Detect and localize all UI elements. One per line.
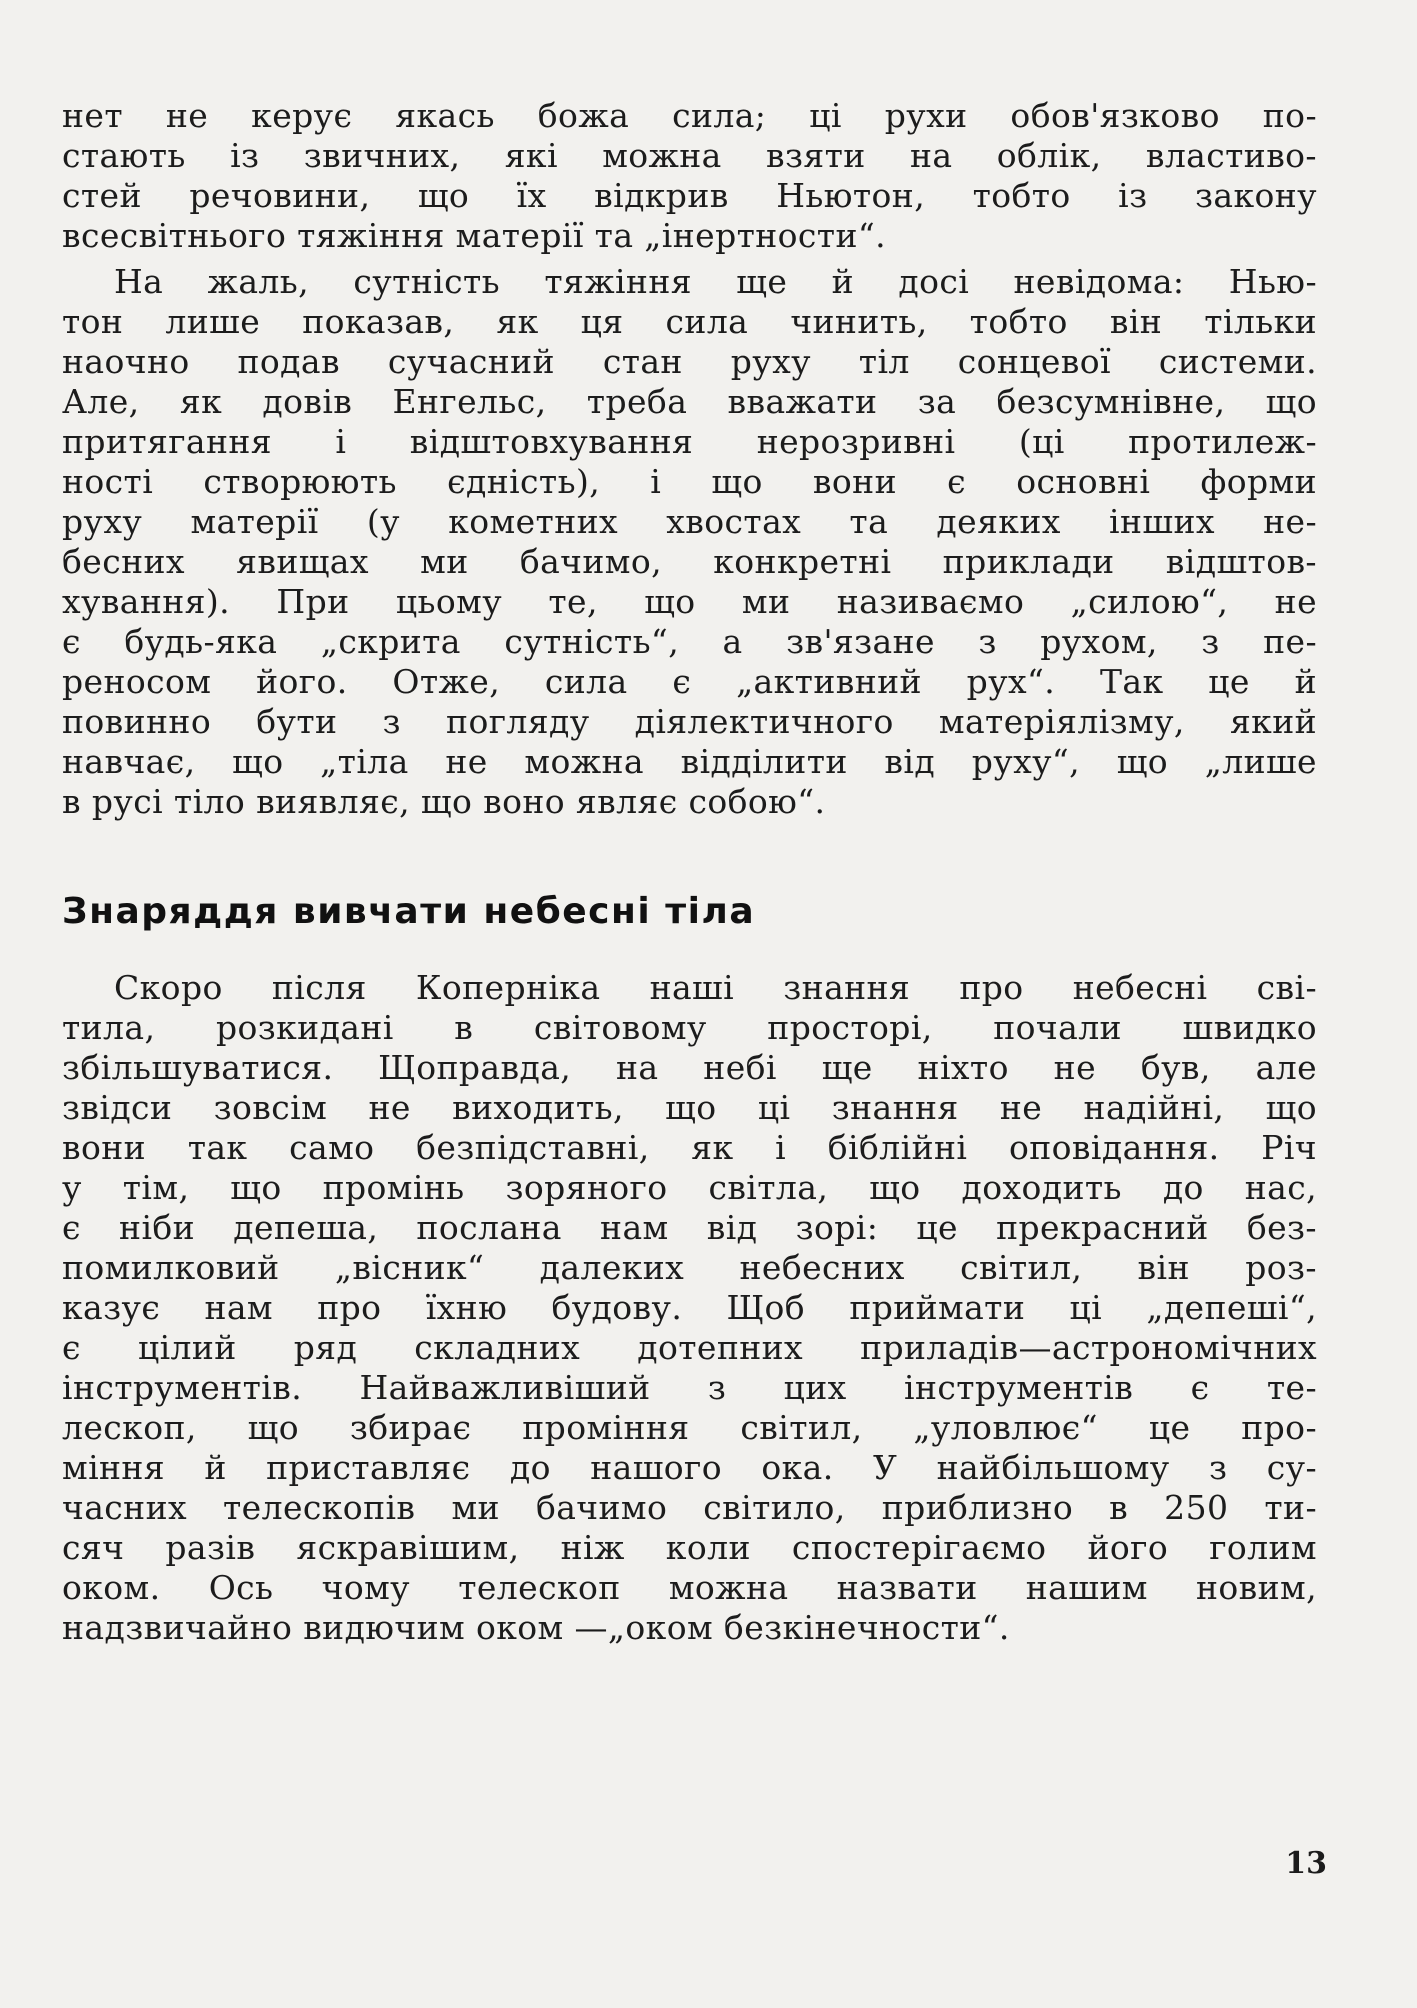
book-page <box>62 96 1317 1648</box>
text-line: бесних явищах ми бачимо, конкретні приклади відштов- <box>62 542 1317 581</box>
text-line: лескоп, що збирає проміння світил, „уловлює“ це про- <box>62 1408 1317 1447</box>
text-line: наочно подав сучасний стан руху тіл сонцевої системи. <box>62 342 1317 381</box>
text-line: збільшуватися. Щоправда, на небі ще ніхто не був, але <box>62 1048 1317 1087</box>
text-line: Але, як довів Енгельс, треба вважати за безсумнівне, що <box>62 382 1317 421</box>
text-line: міння й приставляє до нашого ока. У найбільшому з су- <box>62 1448 1317 1487</box>
text-line: повинно бути з погляду діялектичного матеріялізму, який <box>62 702 1317 741</box>
text-line: На жаль, сутність тяжіння ще й досі невідома: Нью- <box>114 262 1317 301</box>
text-line: сяч разів яскравішим, ніж коли спостерігаємо його голим <box>62 1528 1317 1567</box>
text-line: надзвичайно видючим оком —„оком безкінечности“. <box>62 1608 1010 1647</box>
text-line: інструментів. Найважливіший з цих інструментів є те- <box>62 1368 1317 1407</box>
paragraph-gravity-essence <box>62 262 1317 822</box>
text-line: ності створюють єдність), і що вони є основні форми <box>62 462 1317 501</box>
text-line: оком. Ось чому телескоп можна назвати нашим новим, <box>62 1568 1317 1607</box>
paragraph-gravity-end <box>62 96 1317 256</box>
text-line: навчає, що „тіла не можна відділити від руху“, що „лише <box>62 742 1317 781</box>
text-line: вони так само безпідставні, як і біблійні оповідання. Річ <box>62 1128 1317 1167</box>
text-line: тила, розкидані в світовому просторі, почали швидко <box>62 1008 1317 1047</box>
text-line: у тім, що промінь зоряного світла, що доходить до нас, <box>62 1168 1317 1207</box>
text-line: звідси зовсім не виходить, що ці знання не надійні, що <box>62 1088 1317 1127</box>
section-heading: Знаряддя вивчати небесні тіла <box>62 891 756 932</box>
text-line: хування). При цьому те, що ми називаємо „силою“, не <box>62 582 1317 621</box>
text-line: реносом його. Отже, сила є „активний рух“. Так це й <box>62 662 1317 701</box>
paragraph-instruments <box>62 968 1317 1648</box>
text-line: є цілий ряд складних дотепних приладів—астрономічних <box>62 1328 1317 1367</box>
text-line: стей речовини, що їх відкрив Ньютон, тобто із закону <box>62 176 1317 215</box>
text-line: є ніби депеша, послана нам від зорі: це прекрасний без- <box>62 1208 1317 1247</box>
text-line: руху матерії (у кометних хвостах та деяких інших не- <box>62 502 1317 541</box>
text-line: в русі тіло виявляє, що воно являє собою“. <box>62 782 826 821</box>
text-line: казує нам про їхню будову. Щоб приймати ці „депеші“, <box>62 1288 1317 1327</box>
text-line: стають із звичних, які можна взяти на облік, властиво- <box>62 136 1317 175</box>
text-line: притягання і відштовхування нерозривні (ці протилеж- <box>62 422 1317 461</box>
text-line: помилковий „вісник“ далеких небесних світил, він роз- <box>62 1248 1317 1287</box>
text-line: є будь-яка „скрита сутність“, а зв'язане з рухом, з пе- <box>62 622 1317 661</box>
page-number: 13 <box>1285 1846 1327 1881</box>
text-line: нет не керує якась божа сила; ці рухи обов'язково по- <box>62 96 1317 135</box>
text-line: тон лише показав, як ця сила чинить, тобто він тільки <box>62 302 1317 341</box>
text-line: часних телескопів ми бачимо світило, приблизно в 250 ти- <box>62 1488 1317 1527</box>
text-line: Скоро після Коперніка наші знання про небесні сві- <box>114 968 1317 1007</box>
text-line: всесвітнього тяжіння матерії та „інертности“. <box>62 216 887 255</box>
